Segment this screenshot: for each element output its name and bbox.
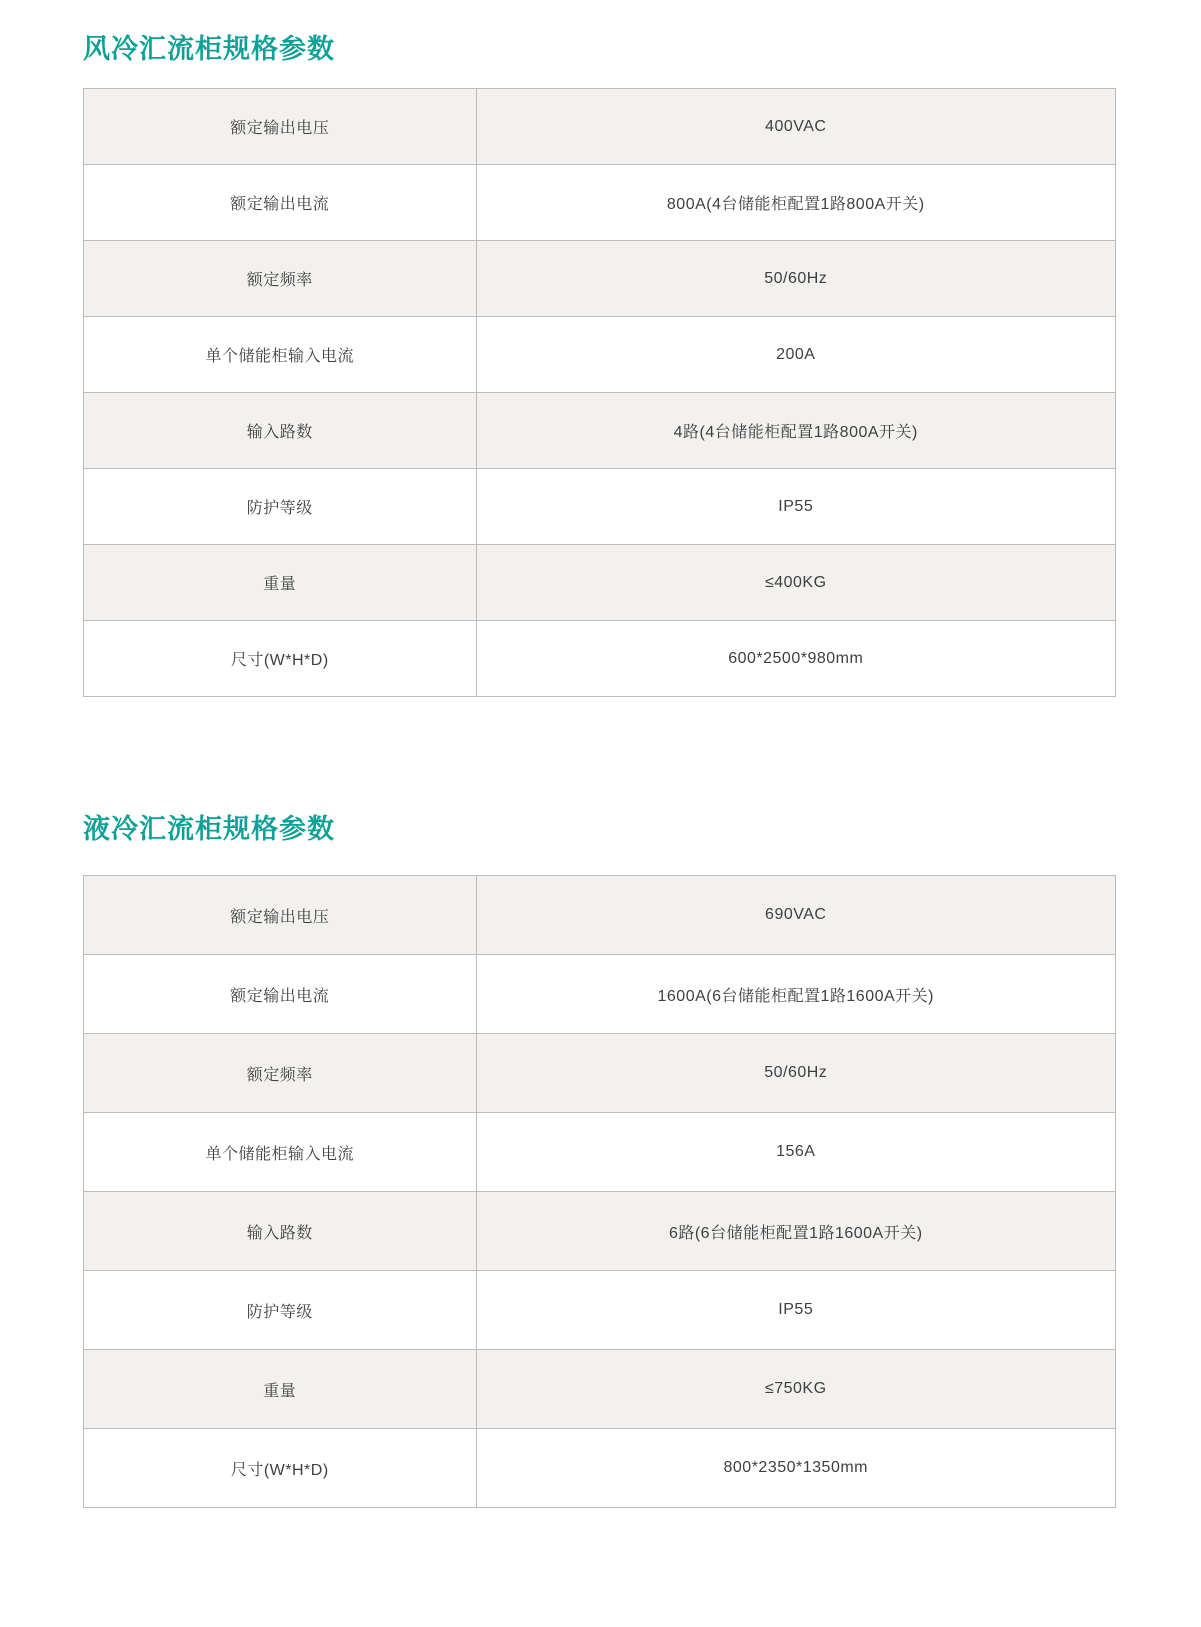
table-row <box>84 1271 1116 1350</box>
section-liquid-cooled-specs <box>83 697 1116 1508</box>
spec-label: 防护等级 <box>84 1271 477 1350</box>
spec-value: ≤400KG <box>476 545 1115 621</box>
spec-value: IP55 <box>476 1271 1115 1350</box>
spec-value: ≤750KG <box>476 1350 1115 1429</box>
table-row <box>84 1192 1116 1271</box>
spec-table-air-cooled <box>83 88 1116 697</box>
table-row <box>84 621 1116 697</box>
spec-value: 600*2500*980mm <box>476 621 1115 697</box>
spec-label: 额定输出电压 <box>84 876 477 955</box>
table-row <box>84 955 1116 1034</box>
spec-value: 690VAC <box>476 876 1115 955</box>
table-row <box>84 241 1116 317</box>
table-row <box>84 1429 1116 1508</box>
table-row <box>84 89 1116 165</box>
spec-label: 重量 <box>84 545 477 621</box>
spec-value: 800A(4台储能柜配置1路800A开关) <box>476 165 1115 241</box>
section-air-cooled-specs <box>83 0 1116 697</box>
spec-label: 额定频率 <box>84 241 477 317</box>
table-row <box>84 317 1116 393</box>
spec-value: 200A <box>476 317 1115 393</box>
table-row <box>84 469 1116 545</box>
table-row <box>84 1350 1116 1429</box>
spec-value: 1600A(6台储能柜配置1路1600A开关) <box>476 955 1115 1034</box>
spec-value: 156A <box>476 1113 1115 1192</box>
table-row <box>84 545 1116 621</box>
table-row <box>84 1034 1116 1113</box>
section-title-air-cooled: 风冷汇流柜规格参数 <box>83 34 335 64</box>
spec-label: 防护等级 <box>84 469 477 545</box>
spec-label: 尺寸(W*H*D) <box>84 621 477 697</box>
table-row <box>84 1113 1116 1192</box>
section-title-liquid-cooled: 液冷汇流柜规格参数 <box>83 814 335 844</box>
spec-label: 额定输出电压 <box>84 89 477 165</box>
table-row <box>84 876 1116 955</box>
spec-label: 单个储能柜输入电流 <box>84 317 477 393</box>
spec-value: 800*2350*1350mm <box>476 1429 1115 1508</box>
spec-value: IP55 <box>476 469 1115 545</box>
spec-label: 输入路数 <box>84 1192 477 1271</box>
spec-label: 输入路数 <box>84 393 477 469</box>
spec-value: 6路(6台储能柜配置1路1600A开关) <box>476 1192 1115 1271</box>
spec-label: 尺寸(W*H*D) <box>84 1429 477 1508</box>
table-row <box>84 393 1116 469</box>
spec-value: 4路(4台储能柜配置1路800A开关) <box>476 393 1115 469</box>
spec-label: 重量 <box>84 1350 477 1429</box>
spec-table-liquid-cooled <box>83 875 1116 1508</box>
spec-value: 50/60Hz <box>476 241 1115 317</box>
spec-value: 400VAC <box>476 89 1115 165</box>
spec-label: 额定频率 <box>84 1034 477 1113</box>
table-row <box>84 165 1116 241</box>
spec-value: 50/60Hz <box>476 1034 1115 1113</box>
spec-label: 额定输出电流 <box>84 165 477 241</box>
spec-label: 额定输出电流 <box>84 955 477 1034</box>
spec-label: 单个储能柜输入电流 <box>84 1113 477 1192</box>
